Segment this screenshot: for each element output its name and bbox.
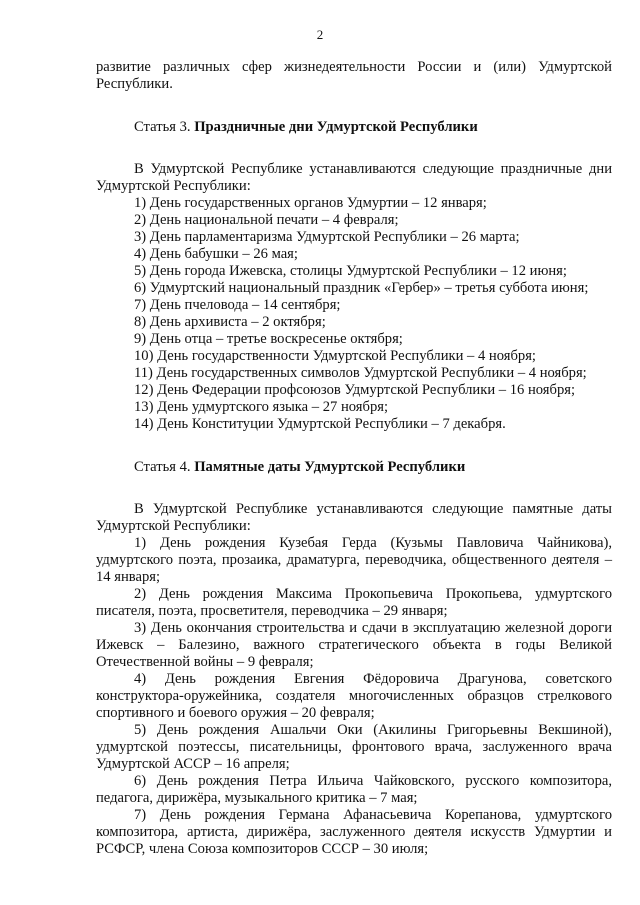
holiday-item: 4) День бабушки – 26 мая; <box>134 246 298 262</box>
article-3-heading <box>96 119 612 136</box>
holiday-item: 7) День пчеловода – 14 сентября; <box>134 297 341 313</box>
article-4-title: Памятные даты Удмуртской Республики <box>194 459 466 475</box>
holidays-list <box>96 195 612 433</box>
holiday-item: 10) День государственности Удмуртской Республики – 4 ноября; <box>134 348 536 364</box>
article-3-title: Праздничные дни Удмуртской Республики <box>194 119 478 135</box>
holiday-item: 8) День архивиста – 2 октября; <box>134 314 326 330</box>
memorable-date-item: 5) День рождения Ашальчи Оки (Акилины Григорьевны Векшиной), удмуртской поэтессы, писательницы, фронтового врача, заслуженного врача Удмуртской АССР – 16 апреля; <box>96 722 612 772</box>
holiday-item: 1) День государственных органов Удмуртии – 12 января; <box>134 195 487 211</box>
holiday-item: 9) День отца – третье воскресенье октября; <box>134 331 403 347</box>
article-4-label: Статья 4. <box>134 459 191 475</box>
memorable-date-item: 4) День рождения Евгения Фёдоровича Драгунова, советского конструктора-оружейника, создателя многочисленных образцов стрелкового спортивного и боевого оружия – 20 февраля; <box>96 671 612 721</box>
memorable-date-item: 7) День рождения Германа Афанасьевича Корепанова, удмуртского композитора, артиста, дирижёра, заслуженного деятеля искусств Удмуртии и РСФСР, члена Союза композиторов СССР – 30 июля; <box>96 807 612 857</box>
holiday-item: 12) День Федерации профсоюзов Удмуртской Республики – 16 ноября; <box>134 382 576 398</box>
holiday-item: 14) День Конституции Удмуртской Республики – 7 декабря. <box>134 416 506 432</box>
holiday-item: 2) День национальной печати – 4 февраля; <box>134 212 399 228</box>
memorable-date-item: 6) День рождения Петра Ильича Чайковского, русского композитора, педагога, дирижёра, музыкального критика – 7 мая; <box>96 773 612 806</box>
holiday-item: 13) День удмуртского языка – 27 ноября; <box>134 399 389 415</box>
holiday-item: 5) День города Ижевска, столицы Удмуртской Республики – 12 июня; <box>134 263 567 279</box>
article-4-heading <box>96 459 612 476</box>
document-body <box>96 59 612 858</box>
memorable-date-item: 1) День рождения Кузебая Герда (Кузьмы Павловича Чайникова), удмуртского поэта, прозаика, драматурга, переводчика, общественного деятеля – 14 января; <box>96 535 612 585</box>
memorable-dates-list <box>96 535 612 858</box>
article-4-intro: В Удмуртской Республике устанавливаются следующие памятные даты Удмуртской Республики: <box>96 501 612 534</box>
memorable-date-item: 3) День окончания строительства и сдачи в эксплуатацию железной дороги Ижевск – Балезино, важного стратегического объекта в годы Великой Отечественной войны – 9 февраля; <box>96 620 612 670</box>
page-number: 2 <box>316 27 324 42</box>
article-3-intro: В Удмуртской Республике устанавливаются следующие праздничные дни Удмуртской Республики: <box>96 161 612 194</box>
holiday-item: 3) День парламентаризма Удмуртской Республики – 26 марта; <box>134 229 520 245</box>
intro-fragment: развитие различных сфер жизнедеятельности России и (или) Удмуртской Республики. <box>96 59 612 92</box>
holiday-item: 6) Удмуртский национальный праздник «Гербер» – третья суббота июня; <box>134 280 589 296</box>
article-3-label: Статья 3. <box>134 119 191 135</box>
holiday-item: 11) День государственных символов Удмуртской Республики – 4 ноября; <box>134 365 587 381</box>
memorable-date-item: 2) День рождения Максима Прокопьевича Прокопьева, удмуртского писателя, поэта, просветителя, переводчика – 29 января; <box>96 586 612 619</box>
